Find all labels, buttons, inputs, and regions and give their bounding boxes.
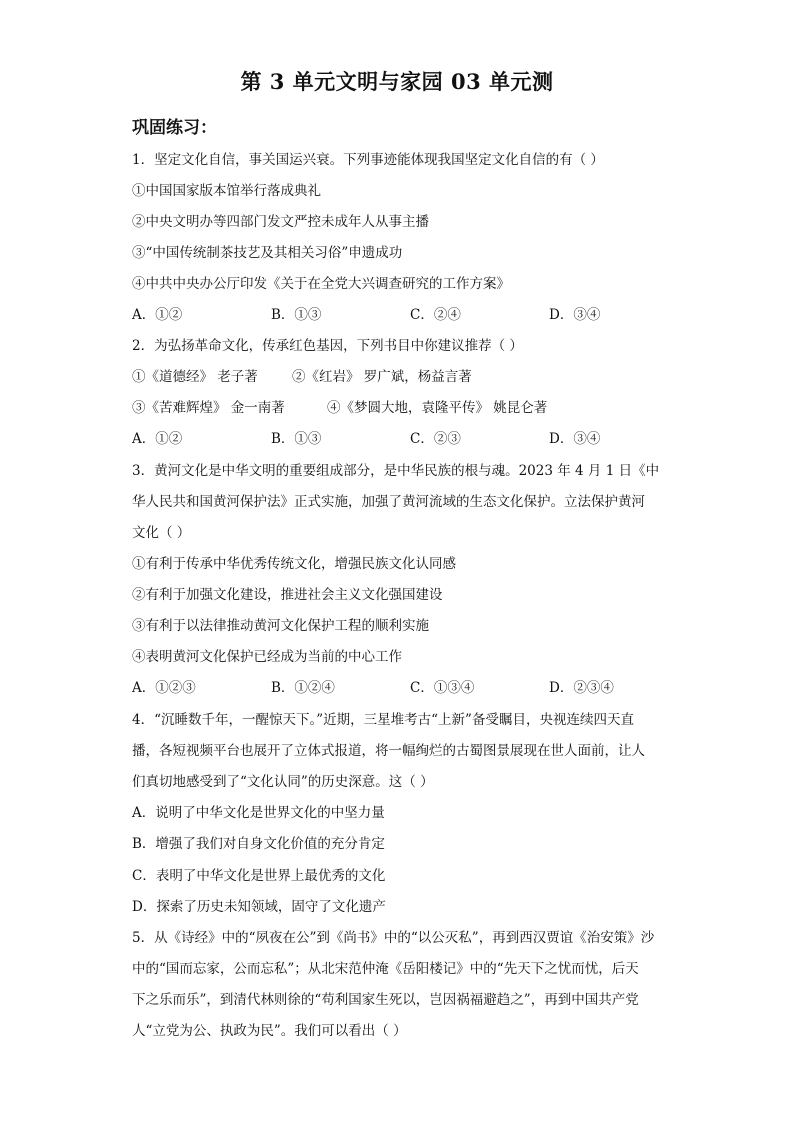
question-3-stem-line-2: 华人民共和国黄河保护法》正式实施，加强了黄河流域的生态文化保护。立法保护黄河 (132, 494, 645, 510)
question-1-option-c: C．②④ (410, 307, 461, 323)
document-title: 第 3 单元文明与家园 03 单元测 (240, 69, 554, 94)
question-2-option-a: A．①② (132, 431, 183, 447)
question-1-item-4: ④中共中央办公厅印发《关于在全党大兴调查研究的工作方案》 (132, 276, 510, 292)
question-4-stem-line-1: 4．“沉睡数千年，一醒惊天下。”近期，三星堆考古“上新”备受瞩目，央视连续四天直 (132, 712, 634, 728)
question-1-option-d: D．③④ (549, 307, 601, 323)
question-3-stem-line-3: 文化（ ） (132, 525, 191, 541)
question-4-option-c: C．表明了中华文化是世界上最优秀的文化 (132, 868, 386, 884)
question-2-item-4: ④《梦圆大地，袁隆平传》 姚昆仑著 (327, 400, 548, 416)
question-3-stem-line-1: 3．黄河文化是中华文明的重要组成部分，是中华民族的根与魂。2023 年 4 月 1 日《中 (132, 463, 660, 479)
question-2-option-d: D．③④ (549, 431, 601, 447)
question-5-stem-line-4: 人“立党为公、执政为民”。我们可以看出（ ） (132, 1023, 407, 1039)
question-2-item-3: ③《苦难辉煌》 金一南著 (132, 400, 285, 416)
question-4-option-d: D．探索了历史未知领域，固守了文化遗产 (132, 899, 386, 915)
question-3-item-4: ④表明黄河文化保护已经成为当前的中心工作 (132, 649, 402, 665)
question-3-item-2: ②有利于加强文化建设，推进社会主义文化强国建设 (132, 587, 443, 603)
question-4-stem-line-3: 们真切地感受到了“文化认同”的历史深意。这（ ） (132, 774, 434, 790)
question-4-option-b: B．增强了我们对自身文化价值的充分肯定 (132, 836, 385, 852)
question-1-stem: 1．坚定文化自信，事关国运兴衰。下列事迹能体现我国坚定文化自信的有（ ） (132, 152, 604, 168)
question-1-item-1: ①中国国家版本馆举行落成典礼 (132, 183, 321, 199)
question-2-item-1: ①《道德经》 老子著 (132, 369, 258, 385)
question-3-item-3: ③有利于以法律推动黄河文化保护工程的顺利实施 (132, 618, 429, 634)
question-2-stem: 2．为弘扬革命文化，传承红色基因，下列书目中你建议推荐（ ） (132, 338, 523, 354)
question-2-option-b: B．①③ (271, 431, 322, 447)
question-4-stem-line-2: 播，各短视频平台也展开了立体式报道，将一幅绚烂的古蜀图景展现在世人面前，让人 (132, 743, 645, 759)
question-2-option-c: C．②③ (410, 431, 461, 447)
question-1-item-2: ②中央文明办等四部门发文严控未成年人从事主播 (132, 214, 429, 230)
question-1-item-3: ③“中国传统制茶技艺及其相关习俗”申遗成功 (132, 245, 403, 261)
question-2-item-2: ②《红岩》 罗广斌，杨益言著 (292, 369, 472, 385)
question-3-option-d: D．②③④ (549, 680, 614, 696)
question-3-option-c: C．①③④ (410, 680, 475, 696)
question-5-stem-line-3: 下之乐而乐”，到清代林则徐的“苟利国家生死以，岂因祸福避趋之”，再到中国共产党 (132, 992, 639, 1008)
question-1-option-a: A．①② (132, 307, 183, 323)
question-4-option-a: A．说明了中华文化是世界文化的中坚力量 (132, 805, 385, 821)
question-5-stem-line-1: 5．从《诗经》中的“夙夜在公”到《尚书》中的“以公灭私”，再到西汉贾谊《治安策》沙 (132, 930, 655, 946)
question-5-stem-line-2: 中的“国而忘家，公而忘私”；从北宋范仲淹《岳阳楼记》中的“先天下之忧而忧，后天 (132, 961, 639, 977)
question-1-option-b: B．①③ (271, 307, 322, 323)
question-3-item-1: ①有利于传承中华优秀传统文化，增强民族文化认同感 (132, 556, 456, 572)
section-heading: 巩固练习： (132, 118, 217, 138)
question-3-option-a: A．①②③ (132, 680, 196, 696)
question-3-option-b: B．①②④ (271, 680, 335, 696)
